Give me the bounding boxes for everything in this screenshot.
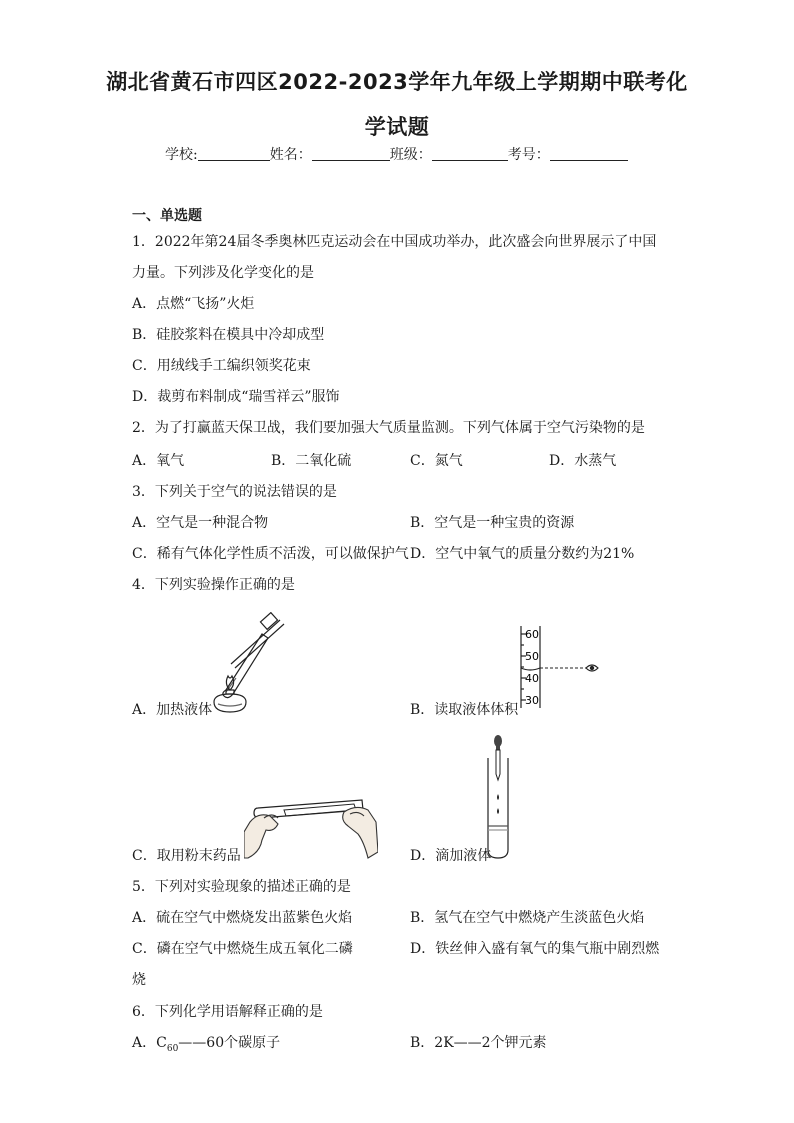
q3-option-b[interactable]: B．空气是一种宝贵的资源: [410, 515, 575, 531]
dropper-icon: [494, 735, 502, 780]
school-blank[interactable]: [198, 146, 270, 161]
dropping-liquid-figure: [484, 734, 512, 860]
q6-stem: 6．下列化学用语解释正确的是: [132, 1004, 323, 1020]
q3-option-d[interactable]: D．空气中氧气的质量分数约为21%: [410, 546, 635, 562]
q5-stem: 5．下列对实验现象的描述正确的是: [132, 879, 351, 895]
q4-option-c[interactable]: C．取用粉末药品: [132, 848, 241, 864]
q6-option-b[interactable]: B．2K——2个钾元素: [410, 1035, 547, 1051]
q5-option-c[interactable]: C．磷在空气中燃烧生成五氧化二磷: [132, 941, 353, 957]
q3-option-a[interactable]: A．空气是一种混合物: [132, 515, 269, 531]
heating-liquid-figure: [206, 612, 286, 716]
q5-option-d[interactable]: D．铁丝伸入盛有氧气的集气瓶中剧烈燃: [410, 941, 660, 957]
graduated-cylinder-figure: [518, 626, 602, 708]
q6-formula: C: [156, 1035, 167, 1051]
test-tube-icon: [223, 634, 268, 698]
q1-option-c[interactable]: C．用绒线手工编织领奖花束: [132, 358, 311, 374]
q1-option-b[interactable]: B．硅胶浆料在模具中冷却成型: [132, 327, 325, 343]
q4-option-a[interactable]: A．加热液体: [132, 702, 213, 718]
q1-stem-line1: 1．2022年第24届冬季奥林匹克运动会在中国成功举办，此次盛会向世界展示了中国: [132, 234, 657, 250]
q3-option-c[interactable]: C．稀有气体化学性质不活泼，可以做保护气: [132, 546, 409, 562]
cylinder-tick-40: 40: [525, 672, 539, 685]
q5-option-a[interactable]: A．硫在空气中燃烧发出蓝紫色火焰: [132, 910, 353, 926]
q1-option-a[interactable]: A．点燃“飞扬”火炬: [132, 296, 255, 312]
class-label: 班级：: [389, 147, 432, 163]
exam-title-line2: 学试题: [364, 115, 430, 139]
powder-sampling-figure: [244, 792, 378, 862]
q4-option-d[interactable]: D．滴加液体: [410, 848, 492, 864]
cylinder-tick-50: 50: [525, 650, 539, 663]
cylinder-tick-30: 30: [525, 694, 539, 707]
student-info-row: [165, 144, 628, 164]
q6-option-a[interactable]: [132, 1035, 280, 1057]
q2-stem: 2．为了打赢蓝天保卫战，我们要加强大气质量监测。下列气体属于空气污染物的是: [132, 420, 645, 436]
q4-option-b[interactable]: B．读取液体体积: [410, 702, 519, 718]
q1-stem-line2: 力量。下列涉及化学变化的是: [132, 265, 314, 281]
cylinder-tick-60: 60: [525, 628, 539, 641]
q3-stem: 3．下列关于空气的说法错误的是: [132, 484, 337, 500]
q5-option-d-wrap: 烧: [132, 972, 146, 988]
name-blank[interactable]: [312, 146, 390, 161]
right-hand-icon: [343, 807, 378, 858]
q2-option-b[interactable]: B．二氧化硫: [271, 453, 352, 469]
eye-icon: [586, 665, 598, 671]
q6-option-a-text: ——60个碳原子: [178, 1035, 281, 1051]
q2-option-a[interactable]: A．氧气: [132, 453, 185, 469]
school-label: 学校:: [165, 147, 198, 163]
name-label: 姓名：: [269, 147, 312, 163]
left-hand-icon: [244, 815, 278, 858]
exam-title-line1: 湖北省黄石市四区2022-2023学年九年级上学期期中联考化: [106, 70, 688, 94]
q6-option-a-label: A．: [132, 1035, 157, 1051]
q6-formula-subscript: 60: [166, 1043, 179, 1054]
section-heading: 一、单选题: [132, 208, 202, 224]
q2-option-d[interactable]: D．水蒸气: [549, 453, 617, 469]
number-blank[interactable]: [550, 146, 628, 161]
q4-stem: 4．下列实验操作正确的是: [132, 577, 295, 593]
droplets-icon: [497, 794, 499, 814]
q2-option-c[interactable]: C．氮气: [410, 453, 463, 469]
q1-option-d[interactable]: D．裁剪布料制成“瑞雪祥云”服饰: [132, 389, 340, 405]
q5-option-b[interactable]: B．氢气在空气中燃烧产生淡蓝色火焰: [410, 910, 645, 926]
class-blank[interactable]: [432, 146, 508, 161]
number-label: 考号：: [507, 147, 550, 163]
